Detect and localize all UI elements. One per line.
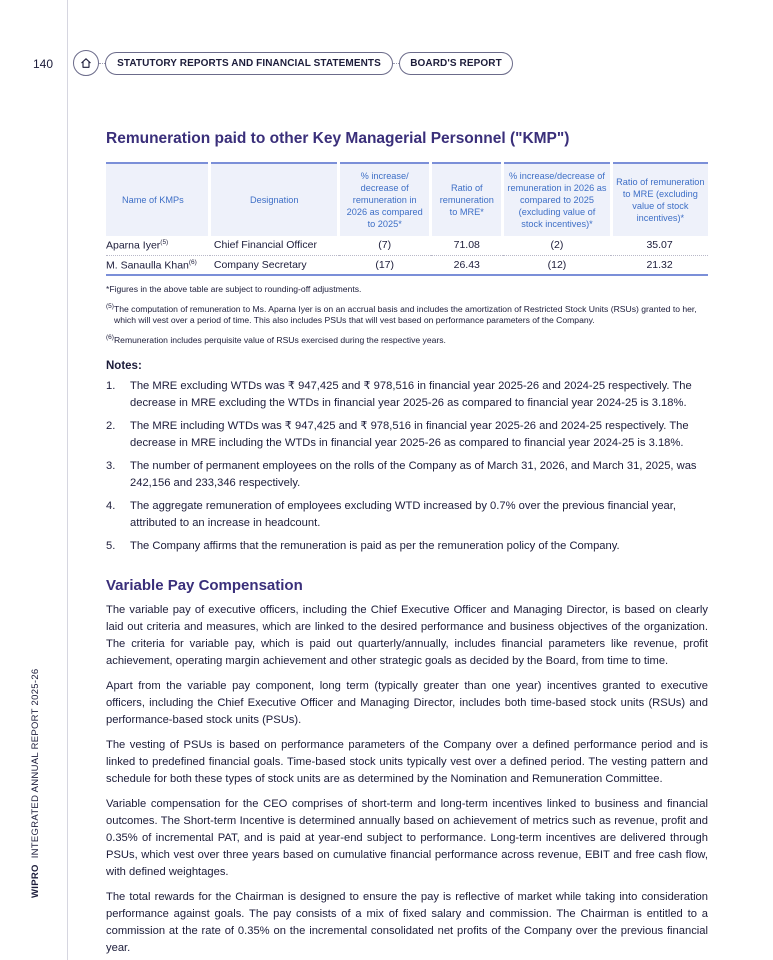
list-item: 3. The number of permanent employees on the rolls of the Company as of March 31, 2026, and March 31, 2025, was 242,156 and 233,346 respectively. bbox=[106, 459, 697, 489]
list-item: 2. The MRE including WTDs was ₹ 947,425 and ₹ 978,516 in financial year 2025-26 and 2024-25 respectively. The decrease in MRE including the WTDs in financial year 2025-26 as compared to financial year 2024-25 is 3.18%. bbox=[106, 419, 689, 449]
cell-value: 71.08 bbox=[431, 236, 503, 255]
cell-designation: Company Secretary bbox=[210, 255, 339, 275]
col-designation: Designation bbox=[210, 163, 339, 236]
col-pct-change: % increase/ decrease of remuneration in 2026 as compared to 2025* bbox=[339, 163, 431, 236]
cell-value: (2) bbox=[503, 236, 611, 255]
kmp-title: Remuneration paid to other Key Managerial Personnel ("KMP") bbox=[106, 130, 570, 147]
footnote-5: $^{(5)}$The computation of remuneration to Ms. Aparna Iyer is on an accrual basis and includes the amortization of Restricted Stock Units (RSUs) granted to her, which will vest over a period of time. This also includes PSUs that will vest based on performance parameters of the Company. bbox=[106, 303, 697, 325]
cell-name: Aparna Iyer$^{(5)}$ bbox=[106, 236, 210, 255]
cell-value: 35.07 bbox=[611, 236, 708, 255]
tab-statutory-reports[interactable]: STATUTORY REPORTS AND FINANCIAL STATEMENTS bbox=[105, 52, 393, 75]
paragraph: The variable pay of executive officers, including the Chief Executive Officer and Managing Director, is based on clearly laid out criteria and measures, which are linked to the desired performance and business objectives of the organization. The criteria for variable pay, which is paid out quarterly/annually, includes financial parameters like revenue, profit achievement, operating margin achievement and other strategic goals as decided by the Board, from time to time. bbox=[106, 603, 708, 667]
variable-pay-title: Variable Pay Compensation bbox=[106, 576, 303, 594]
paragraph: Variable compensation for the CEO comprises of short-term and long-term incentives linked to business and financial outcomes. The Short-term Incentive is determined annually based on achievement of metrics such as revenue, profit and 0.35% of incremental PAT, and is paid at year-end subject to performance. Long-term incentives are delivered through PSUs, which vest over three years based on cumulative financial performance across revenue, EBIT and free cash flow, with defined weightages. bbox=[106, 797, 708, 878]
tab-boards-report[interactable]: BOARD'S REPORT bbox=[399, 52, 513, 75]
home-icon bbox=[80, 57, 92, 69]
paragraph: Apart from the variable pay component, long term (typically greater than one year) incentives granted to executive officers, including the Chief Executive Officer and Managing Director, includes both time-based stock units (RSUs) and performance-based stock units (PSUs). bbox=[106, 679, 708, 726]
main-content bbox=[106, 130, 708, 957]
table-row bbox=[106, 255, 708, 275]
footnote-rounding: *Figures in the above table are subject to rounding-off adjustments. bbox=[106, 284, 362, 294]
cell-name: M. Sanaulla Khan$^{(6)}$ bbox=[106, 255, 210, 275]
cell-value: (7) bbox=[339, 236, 431, 255]
paragraph: The total rewards for the Chairman is designed to ensure the pay is reflective of market while taking into consideration performance against goals. The pay consists of a mix of fixed salary and commission. The Chairman is entitled to a commission at the rate of 0.35% on the incremental consolidated net profits of the Company over the previous financial year. bbox=[106, 890, 708, 954]
cell-value: (12) bbox=[503, 255, 611, 275]
table-header-row bbox=[106, 163, 708, 236]
brand-logo-text: WIPRO bbox=[30, 864, 41, 898]
col-pct-change-excl: % increase/decrease of remuneration in 2026 as compared to 2025 (excluding value of stock incentives)* bbox=[503, 163, 611, 236]
notes-list bbox=[106, 378, 708, 555]
page-number: 140 bbox=[33, 57, 54, 71]
cell-designation: Chief Financial Officer bbox=[210, 236, 339, 255]
notes-title: Notes: bbox=[106, 359, 142, 372]
home-button[interactable] bbox=[73, 50, 99, 76]
paragraph: The vesting of PSUs is based on performance parameters of the Company over a defined performance period and is linked to predefined financial goals. Time-based stock units typically vest over a defined period. The vesting pattern and schedule for both these types of stock units are as determined by the Nomination and Remuneration Committee. bbox=[106, 738, 708, 785]
col-ratio-mre: Ratio of remuneration to MRE* bbox=[431, 163, 503, 236]
col-name: Name of KMPs bbox=[106, 163, 210, 236]
cell-value: 21.32 bbox=[611, 255, 708, 275]
sidebar-divider bbox=[67, 0, 68, 960]
footnote-6: $^{(6)}$Remuneration includes perquisite value of RSUs exercised during the respective years. bbox=[106, 333, 446, 345]
list-item: 4. The aggregate remuneration of employees excluding WTD increased by 0.7% over the previous financial year, attributed to an increase in headcount. bbox=[106, 499, 676, 529]
cell-value: 26.43 bbox=[431, 255, 503, 275]
list-item: 5. The Company affirms that the remuneration is paid as per the remuneration policy of the Company. bbox=[106, 539, 620, 552]
table-row bbox=[106, 236, 708, 255]
report-title: INTEGRATED ANNUAL REPORT 2025-26 bbox=[30, 668, 41, 859]
cell-value: (17) bbox=[339, 255, 431, 275]
col-ratio-mre-excl: Ratio of remuneration to MRE (excluding value of stock incentives)* bbox=[611, 163, 708, 236]
sidebar-report-label bbox=[30, 668, 41, 898]
kmp-table bbox=[106, 162, 708, 276]
list-item: 1. The MRE excluding WTDs was ₹ 947,425 and ₹ 978,516 in financial year 2025-26 and 2024-25 respectively. The decrease in MRE excluding the WTDs in financial year 2025-26 as compared to financial year 2024-25 is 3.18%. bbox=[106, 379, 692, 409]
